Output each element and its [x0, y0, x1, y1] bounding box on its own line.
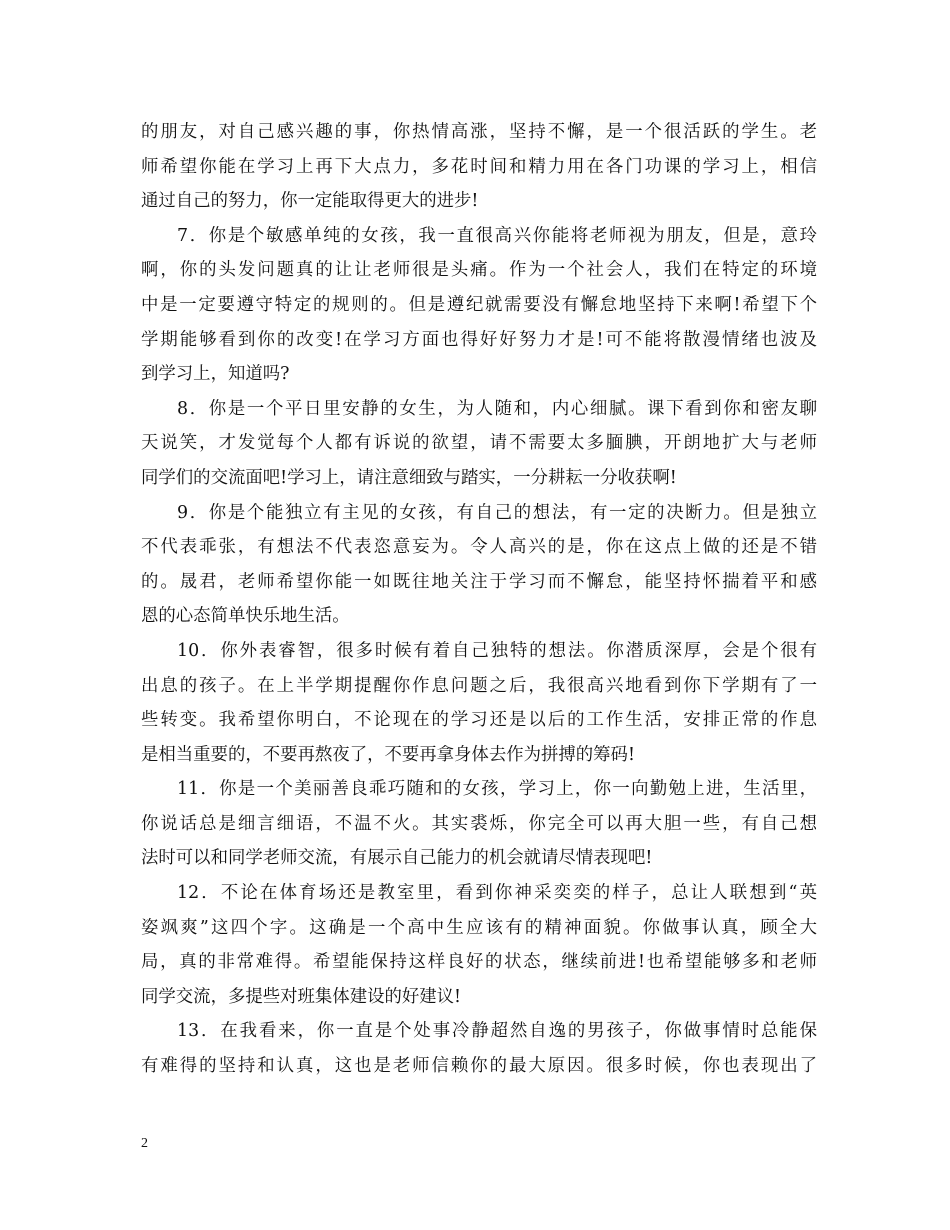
text-line: 恩的心态简单快乐地生活。 — [141, 606, 350, 627]
text-line: 天说笑，才发觉每个人都有诉说的欲望，请不需要太多腼腆，开朗地扩大与老师 — [141, 433, 817, 454]
paragraph-start-line: 13．在我看来，你一直是个处事冷静超然自逸的男孩子，你做事情时总能保 — [177, 1021, 817, 1042]
paragraph-start-line: 10．你外表睿智，很多时候有着自己独特的想法。你潜质深厚，会是个很有 — [177, 640, 817, 661]
text-line: 到学习上，知道吗? — [141, 364, 290, 385]
paragraph-start-line: 12．不论在体育场还是教室里，看到你神采奕奕的样子，总让人联想到“英 — [177, 883, 817, 904]
page-number: 2 — [141, 1136, 148, 1151]
paragraph-start-line: 7．你是个敏感单纯的女孩，我一直很高兴你能将老师视为朋友，但是，意玲 — [177, 225, 817, 246]
document-body — [141, 115, 817, 1084]
text-line: 同学们的交流面吧!学习上，请注意细致与踏实，一分耕耘一分收获啊! — [141, 467, 677, 488]
text-line: 不代表乖张，有想法不代表恣意妄为。令人高兴的是，你在这点上做的还是不错 — [141, 537, 817, 558]
text-line: 有难得的坚持和认真，这也是老师信赖你的最大原因。很多时候，你也表现出了 — [141, 1056, 817, 1077]
text-line: 姿飒爽”这四个字。这确是一个高中生应该有的精神面貌。你做事认真，顾全大 — [141, 917, 817, 938]
text-line: 出息的孩子。在上半学期提醒你作息问题之后，我很高兴地看到你下学期有了一 — [141, 675, 817, 696]
text-line: 些转变。我希望你明白，不论现在的学习还是以后的工作生活，安排正常的作息 — [141, 710, 817, 731]
paragraph-start-line: 8．你是一个平日里安静的女生，为人随和，内心细腻。课下看到你和密友聊 — [177, 398, 817, 419]
text-line: 你说话总是细言细语，不温不火。其实裘烁，你完全可以再大胆一些，有自己想 — [141, 813, 817, 834]
text-line: 同学交流，多提些对班集体建设的好建议! — [141, 986, 462, 1007]
text-line: 是相当重要的，不要再熬夜了，不要再拿身体去作为拼搏的筹码! — [141, 744, 635, 765]
text-line: 局，真的非常难得。希望能保持这样良好的状态，继续前进!也希望能够多和老师 — [141, 952, 817, 973]
text-line: 通过自己的努力，你一定能取得更大的进步! — [141, 191, 479, 212]
text-line: 学期能够看到你的改变!在学习方面也得好好努力才是!可不能将散漫情绪也波及 — [141, 329, 817, 350]
text-line: 啊，你的头发问题真的让让老师很是头痛。作为一个社会人，我们在特定的环境 — [141, 260, 817, 281]
text-line: 中是一定要遵守特定的规则的。但是遵纪就需要没有懈怠地坚持下来啊!希望下个 — [141, 294, 817, 315]
paragraph-start-line: 9．你是个能独立有主见的女孩，有自己的想法，有一定的决断力。但是独立 — [177, 502, 817, 523]
text-line: 师希望你能在学习上再下大点力，多花时间和精力用在各门功课的学习上，相信 — [141, 156, 817, 177]
text-line: 法时可以和同学老师交流，有展示自己能力的机会就请尽情表现吧! — [141, 848, 653, 869]
text-line: 的朋友，对自己感兴趣的事，你热情高涨，坚持不懈，是一个很活跃的学生。老 — [141, 122, 817, 142]
text-line: 的。晟君，老师希望你能一如既往地关注于学习而不懈怠，能坚持怀揣着平和感 — [141, 571, 817, 592]
paragraph-start-line: 11．你是一个美丽善良乖巧随和的女孩，学习上，你一向勤勉上进，生活里， — [177, 779, 817, 800]
